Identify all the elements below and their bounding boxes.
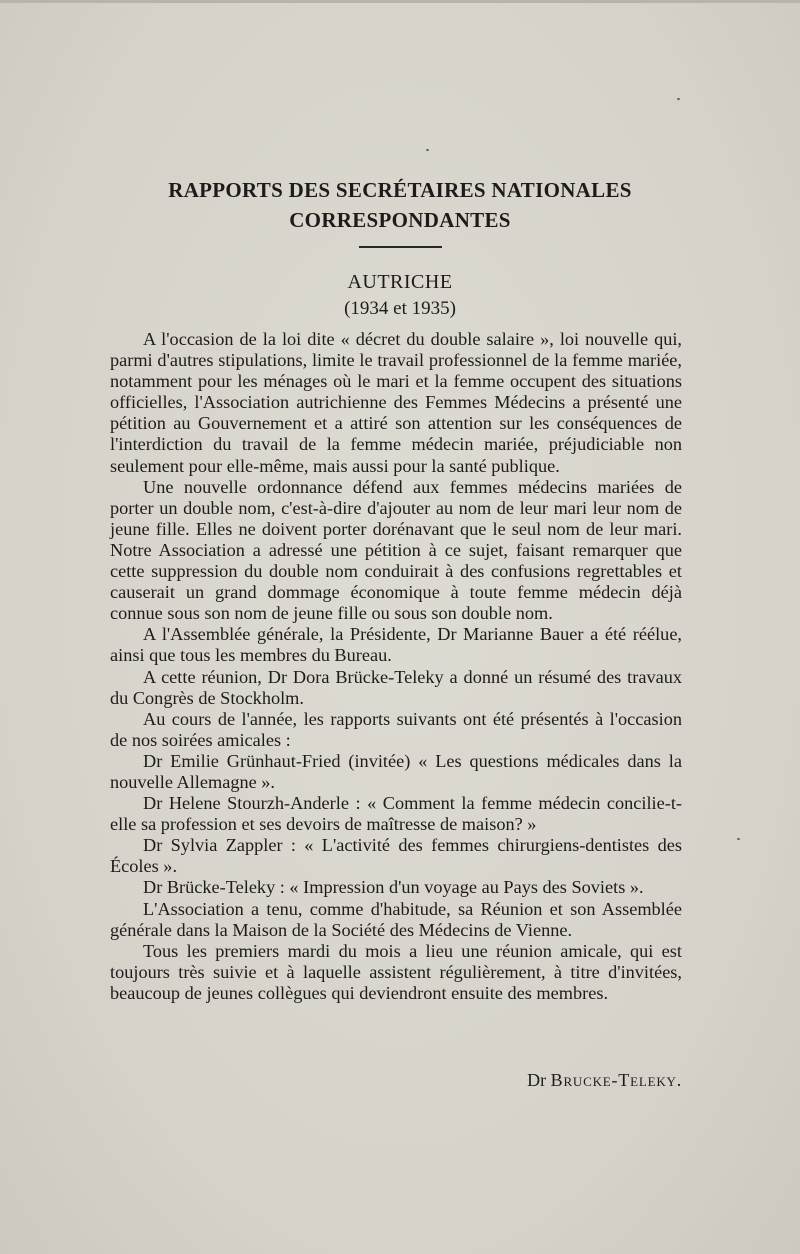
report-body [110,329,682,1004]
paragraph-report-zappler: Dr Sylvia Zappler : « L'activité des femmes chirurgiens-dentistes des Écoles ». [110,835,682,877]
paragraph-report-grunhaut: Dr Emilie Grünhaut-Fried (invitée) « Les questions médicales dans la nouvelle Allemagne ». [110,750,682,792]
years-heading: (1934 et 1935) [344,298,456,319]
country-heading: AUTRICHE [347,271,453,293]
signature [360,1068,682,1092]
paragraph-stockholm-summary: A cette réunion, Dr Dora Brücke-Teleky a donné un résumé des travaux du Congrès de Stockholm. [110,666,682,708]
paragraph-general-assembly: A l'Assemblée générale, la Présidente, Dr Marianne Bauer a été réélue, ainsi que tous les membres du Bureau. [110,624,682,666]
paragraph-monthly-meeting: Tous les premiers mardi du mois a lieu une réunion amicale, qui est toujours très suivie et à laquelle assistent régulièrement, à titre d'invitées, beaucoup de jeunes collègues qui deviendront ensuite des membres. [110,940,682,1003]
signature-name: Brucke-Teleky. [550,1070,682,1090]
page-top-edge [0,0,800,3]
title-divider [359,246,442,248]
paragraph-double-name-ordinance: Une nouvelle ordonnance défend aux femmes médecins mariées de porter un double nom, c'est-à-dire d'ajouter au nom de leur mari leur nom de jeune fille. Elles ne doivent porter dorénavant que le seul nom de leur mari. Notre Association a adressé une pétition à ce sujet, faisant remarquer que cette suppression du double nom conduirait à des confusions regrettables et causerait un grand dommage économique à toute femme médecin déjà connue sous son nom de jeune fille ou sous son double nom. [110,476,682,624]
paper-speck [737,838,740,840]
report-title-line-1: RAPPORTS DES SECRÉTAIRES NATIONALES [168,178,632,202]
paragraph-report-stourzh: Dr Helene Stourzh-Anderle : « Comment la femme médecin concilie-t-elle sa profession et ses devoirs de maîtresse de maison? » [110,793,682,835]
paragraph-annual-meeting: L'Association a tenu, comme d'habitude, sa Réunion et son Assemblée générale dans la Maison de la Société des Médecins de Vienne. [110,898,682,940]
paper-speck [426,149,429,151]
paragraph-double-salary-decree: A l'occasion de la loi dite « décret du double salaire », loi nouvelle qui, parmi d'autres stipulations, limite le travail professionnel de la femme mariée, notamment pour les ménages où le mari et la femme occupent des situations officielles, l'Association autrichienne des Femmes Médecins a présenté une pétition au Gouvernement et a attiré son attention sur les conséquences de l'interdiction du travail de la femme médecin mariée, préjudiciable non seulement pour elle-même, mais aussi pour la santé publique. [110,329,682,476]
signature-prefix: Dr [527,1070,547,1090]
paragraph-reports-intro: Au cours de l'année, les rapports suivants ont été présentés à l'occasion de nos soirées amicales : [110,708,682,750]
paragraph-report-brucke: Dr Brücke-Teleky : « Impression d'un voyage au Pays des Soviets ». [143,877,644,898]
paper-speck [677,98,680,100]
report-title-line-2: CORRESPONDANTES [289,208,511,232]
